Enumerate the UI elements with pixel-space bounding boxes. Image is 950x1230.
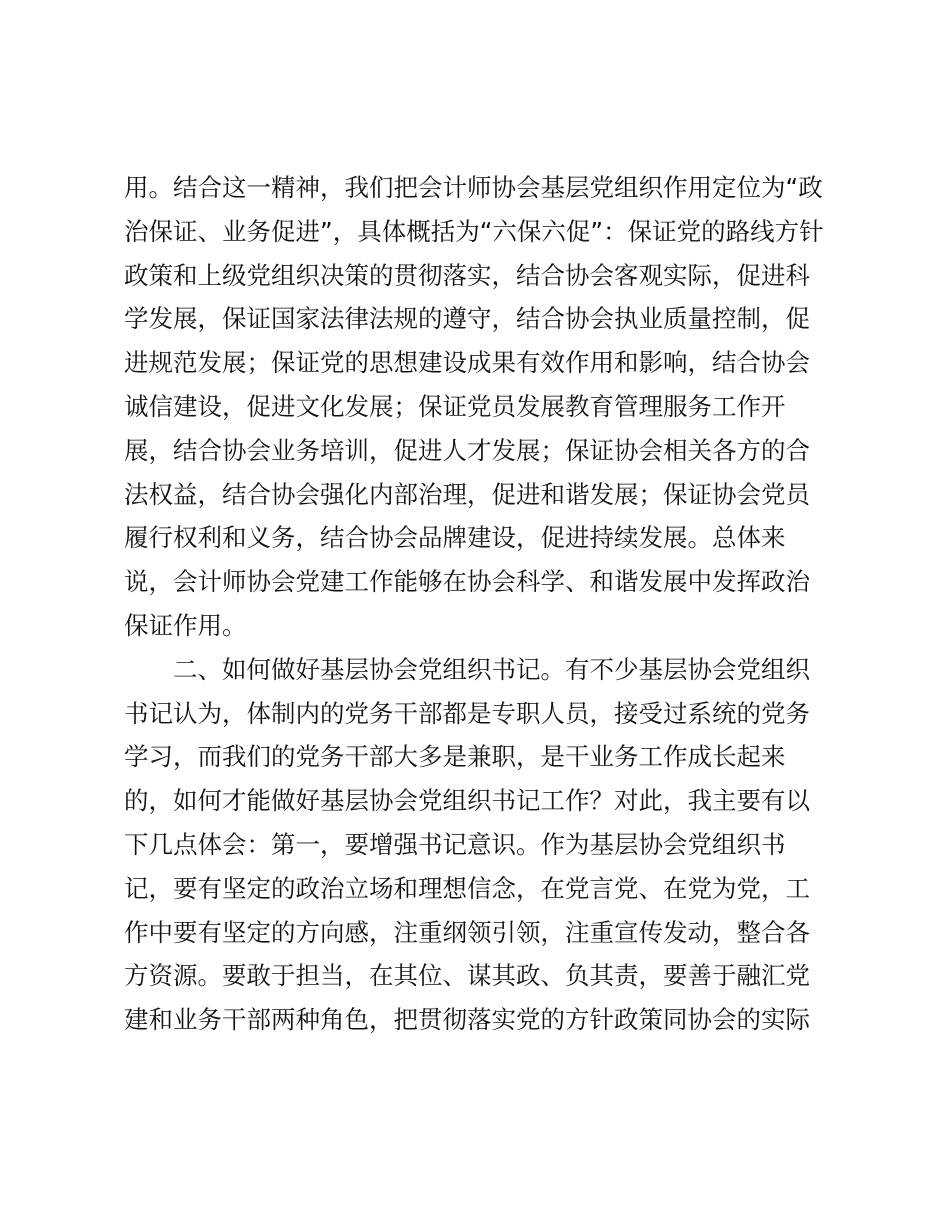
text-line: 治保证、业务促进”，具体概括为“六保六促”：保证党的路线方针 — [124, 216, 824, 246]
text-line: 诚信建设，促进文化发展；保证党员发展教育管理服务工作开 — [124, 391, 786, 421]
text-line: 的，如何才能做好基层协会党组织书记工作？对此，我主要有以 — [124, 786, 810, 816]
text-line: 记，要有坚定的政治立场和理想信念，在党言党、在党为党，工 — [124, 873, 810, 903]
text-line: 方资源。要敢于担当，在其位、谋其政、负其责，要善于融汇党 — [124, 961, 810, 991]
text-line: 下几点体会：第一，要增强书记意识。作为基层协会党组织书 — [124, 829, 786, 859]
body-text — [124, 166, 844, 1042]
text-line: 学发展，保证国家法律法规的遵守，结合协会执业质量控制，促 — [124, 304, 810, 334]
text-line: 用。结合这一精神，我们把会计师协会基层党组织作用定位为“政 — [124, 173, 823, 202]
text-line: 书记认为，体制内的党务干部都是专职人员，接受过系统的党务 — [124, 698, 810, 728]
text-line: 政策和上级党组织决策的贯彻落实，结合协会客观实际，促进科 — [124, 260, 810, 290]
text-line: 学习，而我们的党务干部大多是兼职，是干业务工作成长起来 — [124, 742, 786, 772]
text-line: 法权益，结合协会强化内部治理，促进和谐发展；保证协会党员 — [124, 479, 810, 509]
text-line: 建和业务干部两种角色，把贯彻落实党的方针政策同协会的实际 — [124, 1005, 810, 1035]
text-line: 展，结合协会业务培训，促进人才发展；保证协会相关各方的合 — [124, 435, 810, 465]
text-line: 说，会计师协会党建工作能够在协会科学、和谐发展中发挥政治 — [124, 567, 810, 597]
text-line: 履行权利和义务，结合协会品牌建设，促进持续发展。总体来 — [124, 523, 786, 553]
paragraph-start-line: 二、如何做好基层协会党组织书记。有不少基层协会党组织 — [173, 654, 810, 684]
text-line: 保证作用。 — [124, 610, 247, 640]
text-line: 作中要有坚定的方向感，注重纲领引领，注重宣传发动，整合各 — [124, 917, 810, 947]
text-line: 进规范发展；保证党的思想建设成果有效作用和影响，结合协会 — [124, 348, 810, 378]
